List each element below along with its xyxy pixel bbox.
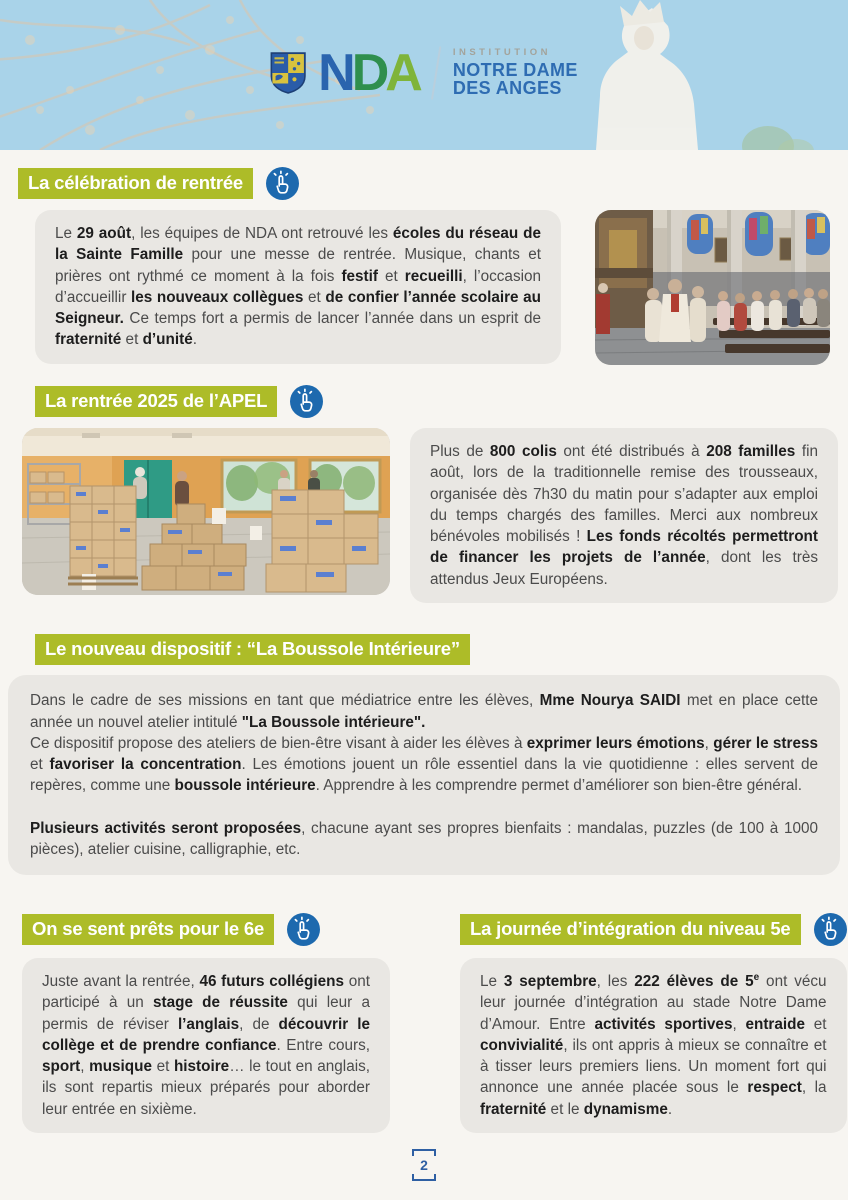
tap-hand-icon[interactable] xyxy=(290,385,323,418)
page-footer xyxy=(407,1149,441,1181)
boussole-text-panel xyxy=(8,675,840,875)
section-title-apel: La rentrée 2025 de l’APEL xyxy=(35,386,277,418)
boussole-paragraph-3: Plusieurs activités seront proposées, chacune ayant ses propres bienfaits : mandalas, puzzles (de 100 à 1000 pièces), atelier cuisine, calligraphie, etc. xyxy=(30,819,818,858)
celebration-mass-photo xyxy=(595,210,830,365)
sixieme-text-panel xyxy=(22,958,390,1133)
apel-boxes-photo xyxy=(22,428,390,595)
page-number-bracket-top xyxy=(412,1149,436,1156)
page-number: 2 xyxy=(420,1156,428,1173)
section-title-sixieme: On se sent prêts pour le 6e xyxy=(22,914,274,946)
integration-text-panel xyxy=(460,958,847,1133)
logo-name-line1: NOTRE DAME xyxy=(452,59,578,80)
page-number-bracket-bottom xyxy=(412,1174,436,1181)
logo-name-line2: DES ANGES xyxy=(452,78,562,99)
page-header xyxy=(0,0,848,150)
section-sixieme xyxy=(22,913,390,1133)
tap-hand-icon[interactable] xyxy=(266,167,299,200)
bottom-sections xyxy=(22,913,838,1133)
nda-logo xyxy=(270,43,578,102)
nda-acronym xyxy=(318,43,419,102)
logo-institution-label: INSTITUTION xyxy=(452,46,551,58)
logo-letter-a: A xyxy=(385,43,419,102)
logo-wordmark xyxy=(453,48,578,99)
section-celebration xyxy=(0,167,848,365)
section-title-integration: La journée d’intégration du niveau 5e xyxy=(460,914,801,946)
section-integration xyxy=(460,913,847,1133)
celebration-text-panel xyxy=(35,210,561,364)
integration-paragraph: Le 3 septembre, les 222 élèves de 5e ont vécu leur journée d’intégration au stade Notre Dame d’Amour. Entre activités sportives, entraide et convivialité, ils ont appris à mieux se connaître et à tisser leurs premiers liens. Un moment fort qui annonce une année placée sous le respect, la fraternité et le dynamisme. xyxy=(480,972,827,1118)
logo-letter-d: D xyxy=(351,43,386,102)
sixieme-paragraph: Juste avant la rentrée, 46 futurs collégiens ont participé à un stage de réussite qui leur a permis de réviser l’anglais, de découvrir le collège et de prendre confiance. Entre cours, sport, musique et histoire… le tout en anglais, ils sont repartis mieux préparés pour aborder leur entrée en sixième. xyxy=(42,973,371,1118)
logo-divider xyxy=(431,46,441,100)
apel-text-panel xyxy=(410,428,838,603)
section-boussole xyxy=(0,634,848,875)
boussole-paragraph-2: Ce dispositif propose des ateliers de bien-être visant à aider les élèves à exprimer leurs émotions, gérer le stress et favoriser la concentration. Les émotions jouent un rôle essentiel dans la vie quotidienne : elles servent de repères, comme une boussole intérieure. Apprendre à les comprendre permet d’améliorer son bien-être général. xyxy=(30,734,818,795)
nda-shield-icon xyxy=(270,52,306,94)
apel-paragraph: Plus de 800 colis ont été distribués à 208 familles fin août, lors de la traditionnelle remise des trousseaux, organisée dès 7h30 du matin pour s’adapter aux emploi du temps chargés des familles. Merci aux nombreux bénévoles mobilisés ! Les fonds récoltés permettront de financer les projets de l’année, dont les très attendus Jeux Européens. xyxy=(430,443,819,588)
section-title-celebration: La célébration de rentrée xyxy=(18,168,253,200)
logo-letter-n: N xyxy=(318,43,352,102)
section-apel xyxy=(0,385,848,603)
tap-hand-icon[interactable] xyxy=(287,913,320,946)
boussole-paragraph-1: Dans le cadre de ses missions en tant que médiatrice entre les élèves, Mme Nourya SAIDI met en place cette année un nouvel atelier intitulé "La Boussole intérieure". xyxy=(30,692,818,731)
section-title-boussole: Le nouveau dispositif : “La Boussole Intérieure” xyxy=(35,634,470,666)
tap-hand-icon[interactable] xyxy=(814,913,847,946)
celebration-paragraph: Le 29 août, les équipes de NDA ont retrouvé les écoles du réseau de la Sainte Famille pour une messe de rentrée. Musique, chants et prières ont rythmé ce moment à la fois festif et recueilli, l’occasion d’accueillir les nouveaux collègues et de confier l’année scolaire au Seigneur. Ce temps fort a permis de lancer l’année dans un esprit de fraternité et d’unité. xyxy=(55,225,542,349)
